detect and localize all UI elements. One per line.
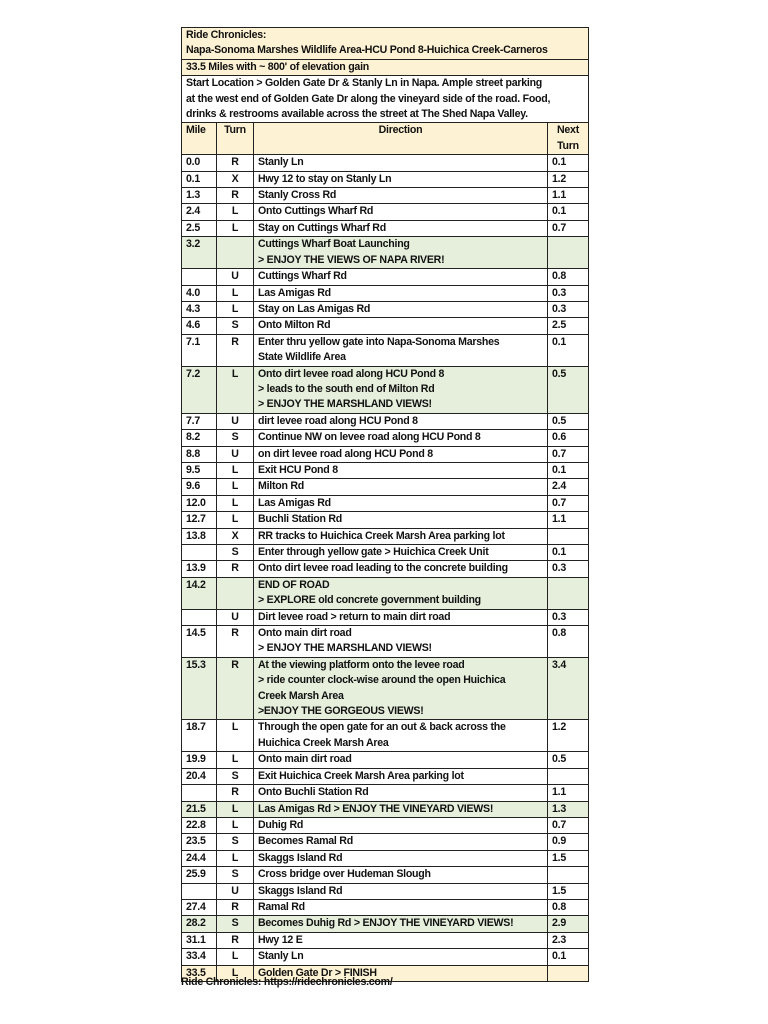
direction-line: Exit Huichica Creek Marsh Area parking lot <box>258 769 464 782</box>
cue-mile: 21.5 <box>182 801 217 817</box>
cue-row <box>182 204 589 220</box>
cue-row <box>182 949 589 965</box>
cue-mile: 2.5 <box>182 220 217 236</box>
cue-row <box>182 834 589 850</box>
cue-direction <box>254 301 548 317</box>
cue-turn: S <box>217 545 254 561</box>
cue-turn: L <box>217 462 254 478</box>
cue-direction <box>254 285 548 301</box>
cue-mile: 13.9 <box>182 561 217 577</box>
cue-direction <box>254 609 548 625</box>
cue-row <box>182 801 589 817</box>
header-row <box>182 123 589 155</box>
cue-row <box>182 609 589 625</box>
cue-direction <box>254 495 548 511</box>
cue-turn <box>217 237 254 269</box>
cue-turn: S <box>217 916 254 932</box>
direction-line: Becomes Ramal Rd <box>258 835 353 848</box>
cue-mile: 14.2 <box>182 577 217 609</box>
direction-line: END OF ROAD <box>258 578 330 591</box>
cue-row <box>182 188 589 204</box>
direction-line: Becomes Duhig Rd > ENJOY THE VINEYARD VIEWS! <box>258 917 514 930</box>
footer-credit: Ride Chronicles: https://ridechronicles.com/ <box>181 976 393 988</box>
cue-direction <box>254 801 548 817</box>
cue-direction <box>254 785 548 801</box>
cue-turn: U <box>217 413 254 429</box>
cue-mile <box>182 609 217 625</box>
cue-mile: 28.2 <box>182 916 217 932</box>
cue-mile: 9.6 <box>182 479 217 495</box>
cue-direction <box>254 561 548 577</box>
start-line: Start Location > Golden Gate Dr & Stanly Ln in Napa. Ample street parking <box>186 77 543 90</box>
cue-direction <box>254 446 548 462</box>
cue-turn: X <box>217 171 254 187</box>
cue-next-turn: 3.4 <box>548 657 589 720</box>
cue-next-turn <box>548 768 589 784</box>
cue-mile: 14.5 <box>182 626 217 658</box>
header-next-line-2: Turn <box>557 139 579 152</box>
cue-next-turn: 0.1 <box>548 334 589 366</box>
cue-turn: L <box>217 204 254 220</box>
cue-next-turn: 0.1 <box>548 545 589 561</box>
title-line-2: Napa-Sonoma Marshes Wildlife Area-HCU Pond 8-Huichica Creek-Carneros <box>186 44 548 57</box>
direction-line: Stanly Ln <box>258 156 304 169</box>
header-turn: Turn <box>217 123 254 155</box>
cue-row <box>182 752 589 768</box>
cue-mile: 8.8 <box>182 446 217 462</box>
cue-turn: L <box>217 220 254 236</box>
cue-direction <box>254 577 548 609</box>
cue-turn: U <box>217 609 254 625</box>
cue-row <box>182 462 589 478</box>
cue-row <box>182 334 589 366</box>
cue-mile: 4.6 <box>182 318 217 334</box>
cue-turn: R <box>217 657 254 720</box>
cue-mile: 18.7 <box>182 720 217 752</box>
cue-row <box>182 720 589 752</box>
cue-row <box>182 301 589 317</box>
direction-line: Onto main dirt road <box>258 753 352 766</box>
sheet-title <box>182 28 589 60</box>
direction-line: RR tracks to Huichica Creek Marsh Area parking lot <box>258 529 505 542</box>
direction-line: >ENJOY THE GORGEOUS VIEWS! <box>258 705 424 718</box>
cue-row <box>182 430 589 446</box>
cue-direction <box>254 204 548 220</box>
cue-next-turn: 0.1 <box>548 949 589 965</box>
cue-mile: 4.0 <box>182 285 217 301</box>
cue-direction <box>254 413 548 429</box>
cue-direction <box>254 479 548 495</box>
cue-row <box>182 657 589 720</box>
cue-direction <box>254 545 548 561</box>
cue-direction <box>254 237 548 269</box>
cue-next-turn: 2.5 <box>548 318 589 334</box>
cue-turn: R <box>217 932 254 948</box>
cue-row <box>182 817 589 833</box>
cue-next-turn: 2.3 <box>548 932 589 948</box>
cue-turn: L <box>217 366 254 413</box>
direction-line: Buchli Station Rd <box>258 513 343 526</box>
cue-next-turn: 1.2 <box>548 171 589 187</box>
direction-line: Onto Cuttings Wharf Rd <box>258 205 374 218</box>
title-line-1: Ride Chronicles: <box>186 29 267 41</box>
direction-line: Las Amigas Rd > ENJOY THE VINEYARD VIEWS! <box>258 802 494 815</box>
cue-next-turn: 0.7 <box>548 495 589 511</box>
cue-mile: 9.5 <box>182 462 217 478</box>
cue-turn: S <box>217 834 254 850</box>
cue-row <box>182 318 589 334</box>
cue-next-turn: 0.8 <box>548 626 589 658</box>
cue-row <box>182 626 589 658</box>
cue-turn: R <box>217 899 254 915</box>
direction-line: Hwy 12 E <box>258 933 303 946</box>
cue-mile: 0.0 <box>182 155 217 171</box>
cue-mile: 24.4 <box>182 850 217 866</box>
cue-row <box>182 561 589 577</box>
direction-line: Huichica Creek Marsh Area <box>258 736 389 749</box>
cue-mile: 4.3 <box>182 301 217 317</box>
cue-direction <box>254 528 548 544</box>
cue-direction <box>254 883 548 899</box>
cue-next-turn: 1.1 <box>548 512 589 528</box>
direction-line: Continue NW on levee road along HCU Pond 8 <box>258 431 481 444</box>
cue-turn: S <box>217 318 254 334</box>
cue-row <box>182 577 589 609</box>
cue-direction <box>254 657 548 720</box>
cue-mile: 7.2 <box>182 366 217 413</box>
cue-next-turn: 0.1 <box>548 155 589 171</box>
cue-next-turn <box>548 965 589 981</box>
cue-direction <box>254 269 548 285</box>
cue-next-turn <box>548 867 589 883</box>
cue-mile: 8.2 <box>182 430 217 446</box>
start-location <box>182 76 589 123</box>
cue-turn: L <box>217 285 254 301</box>
cue-next-turn: 1.1 <box>548 785 589 801</box>
direction-line: Skaggs Island Rd <box>258 851 343 864</box>
cue-mile: 13.8 <box>182 528 217 544</box>
cue-mile: 33.4 <box>182 949 217 965</box>
cue-row <box>182 479 589 495</box>
cue-direction <box>254 366 548 413</box>
cue-next-turn: 0.8 <box>548 269 589 285</box>
direction-line: Through the open gate for an out & back across the <box>258 721 506 734</box>
cue-row <box>182 512 589 528</box>
cue-mile: 25.9 <box>182 867 217 883</box>
cue-row <box>182 883 589 899</box>
cue-turn: X <box>217 528 254 544</box>
header-next-line-1: Next <box>557 124 579 137</box>
direction-line: on dirt levee road along HCU Pond 8 <box>258 447 433 460</box>
cue-turn: S <box>217 867 254 883</box>
direction-line: Onto Milton Rd <box>258 319 331 332</box>
cue-next-turn: 0.6 <box>548 430 589 446</box>
cue-direction <box>254 768 548 784</box>
cue-turn: L <box>217 801 254 817</box>
direction-line: Dirt levee road > return to main dirt road <box>258 610 451 623</box>
cue-direction <box>254 899 548 915</box>
start-line: drinks & restrooms available across the street at The Shed Napa Valley. <box>186 108 528 121</box>
direction-line: At the viewing platform onto the levee road <box>258 658 465 671</box>
cue-row <box>182 155 589 171</box>
cue-next-turn: 1.3 <box>548 801 589 817</box>
cue-mile: 20.4 <box>182 768 217 784</box>
cue-row <box>182 413 589 429</box>
cue-next-turn: 0.5 <box>548 752 589 768</box>
cue-direction <box>254 155 548 171</box>
cue-row <box>182 528 589 544</box>
direction-line: Milton Rd <box>258 480 304 493</box>
cue-next-turn: 0.3 <box>548 285 589 301</box>
header-direction: Direction <box>254 123 548 155</box>
direction-line: Stay on Las Amigas Rd <box>258 302 371 315</box>
direction-line: Golden Gate Dr > FINISH <box>258 966 377 979</box>
cue-row <box>182 932 589 948</box>
cue-mile <box>182 883 217 899</box>
cue-turn: L <box>217 949 254 965</box>
direction-line: Enter thru yellow gate into Napa-Sonoma Marshes <box>258 335 500 348</box>
cue-next-turn <box>548 577 589 609</box>
header-mile: Mile <box>182 123 217 155</box>
cue-turn: R <box>217 785 254 801</box>
cue-mile: 3.2 <box>182 237 217 269</box>
cue-next-turn: 2.4 <box>548 479 589 495</box>
cue-row <box>182 916 589 932</box>
cue-turn: L <box>217 965 254 981</box>
cue-turn: R <box>217 561 254 577</box>
cue-mile: 7.7 <box>182 413 217 429</box>
cue-turn: R <box>217 188 254 204</box>
cue-direction <box>254 850 548 866</box>
direction-line: > leads to the south end of Milton Rd <box>258 382 435 395</box>
direction-line: Creek Marsh Area <box>258 689 344 702</box>
cue-row <box>182 220 589 236</box>
direction-line: Hwy 12 to stay on Stanly Ln <box>258 172 392 185</box>
cue-direction <box>254 318 548 334</box>
cue-next-turn: 0.3 <box>548 561 589 577</box>
cue-direction <box>254 720 548 752</box>
cue-direction <box>254 188 548 204</box>
cue-next-turn: 0.9 <box>548 834 589 850</box>
cue-turn: L <box>217 495 254 511</box>
cue-turn: L <box>217 301 254 317</box>
cue-row <box>182 366 589 413</box>
cue-mile <box>182 269 217 285</box>
direction-line: Duhig Rd <box>258 818 304 831</box>
cue-mile: 31.1 <box>182 932 217 948</box>
cue-row <box>182 867 589 883</box>
cue-sheet <box>181 27 588 982</box>
direction-line: > ENJOY THE VIEWS OF NAPA RIVER! <box>258 253 445 266</box>
direction-line: Ramal Rd <box>258 900 305 913</box>
cue-direction <box>254 430 548 446</box>
direction-line: Cross bridge over Hudeman Slough <box>258 868 431 881</box>
cue-row <box>182 237 589 269</box>
cue-turn <box>217 577 254 609</box>
direction-line: State Wildlife Area <box>258 351 346 364</box>
cue-direction <box>254 334 548 366</box>
direction-line: Las Amigas Rd <box>258 496 331 509</box>
cue-next-turn <box>548 237 589 269</box>
cue-row <box>182 446 589 462</box>
direction-line: Stanly Cross Rd <box>258 189 337 202</box>
cue-next-turn: 0.1 <box>548 462 589 478</box>
direction-line: Onto dirt levee road along HCU Pond 8 <box>258 367 445 380</box>
cue-direction <box>254 817 548 833</box>
cue-turn: U <box>217 446 254 462</box>
cue-mile: 23.5 <box>182 834 217 850</box>
cue-row <box>182 285 589 301</box>
cue-turn: R <box>217 334 254 366</box>
direction-line: > ENJOY THE MARSHLAND VIEWS! <box>258 398 432 411</box>
cue-turn: S <box>217 430 254 446</box>
cue-next-turn: 0.8 <box>548 899 589 915</box>
cue-direction <box>254 462 548 478</box>
cue-row <box>182 785 589 801</box>
start-line: at the west end of Golden Gate Dr along the vineyard side of the road. Food, <box>186 92 551 105</box>
cue-next-turn: 0.7 <box>548 446 589 462</box>
direction-line: Las Amigas Rd <box>258 286 331 299</box>
cue-row <box>182 269 589 285</box>
cue-mile <box>182 785 217 801</box>
cue-mile: 7.1 <box>182 334 217 366</box>
cue-row <box>182 850 589 866</box>
cue-turn: L <box>217 850 254 866</box>
cue-next-turn: 1.5 <box>548 883 589 899</box>
direction-line: Stanly Ln <box>258 950 304 963</box>
cue-direction <box>254 949 548 965</box>
cue-direction <box>254 752 548 768</box>
cue-turn: U <box>217 883 254 899</box>
cue-direction <box>254 867 548 883</box>
cue-turn: L <box>217 752 254 768</box>
cue-mile: 27.4 <box>182 899 217 915</box>
cue-direction <box>254 932 548 948</box>
cue-turn: S <box>217 768 254 784</box>
cue-direction <box>254 171 548 187</box>
cue-turn: R <box>217 155 254 171</box>
cue-next-turn: 0.5 <box>548 366 589 413</box>
cue-mile: 0.1 <box>182 171 217 187</box>
direction-line: Enter through yellow gate > Huichica Creek Unit <box>258 546 489 558</box>
cue-mile: 19.9 <box>182 752 217 768</box>
direction-line: Skaggs Island Rd <box>258 884 343 897</box>
cue-mile: 2.4 <box>182 204 217 220</box>
cue-next-turn: 1.5 <box>548 850 589 866</box>
cue-next-turn: 0.3 <box>548 301 589 317</box>
cue-next-turn: 0.5 <box>548 413 589 429</box>
direction-line: Onto main dirt road <box>258 627 352 640</box>
cue-mile: 1.3 <box>182 188 217 204</box>
direction-line: > ENJOY THE MARSHLAND VIEWS! <box>258 642 432 655</box>
direction-line: > EXPLORE old concrete government building <box>258 594 481 607</box>
cue-next-turn: 2.9 <box>548 916 589 932</box>
direction-line: Onto dirt levee road leading to the concrete building <box>258 562 508 575</box>
cue-row <box>182 495 589 511</box>
cue-direction <box>254 916 548 932</box>
cue-turn: R <box>217 626 254 658</box>
direction-line: Cuttings Wharf Boat Launching <box>258 238 410 251</box>
cue-mile: 22.8 <box>182 817 217 833</box>
cue-mile <box>182 545 217 561</box>
cue-direction <box>254 512 548 528</box>
cue-mile: 12.7 <box>182 512 217 528</box>
cue-turn: L <box>217 720 254 752</box>
ride-summary: 33.5 Miles with ~ 800' of elevation gain <box>182 59 589 75</box>
cue-turn: L <box>217 512 254 528</box>
direction-line: dirt levee road along HCU Pond 8 <box>258 414 418 427</box>
cue-mile: 12.0 <box>182 495 217 511</box>
cue-next-turn: 0.3 <box>548 609 589 625</box>
direction-line: Stay on Cuttings Wharf Rd <box>258 221 386 234</box>
cue-direction <box>254 626 548 658</box>
cue-row <box>182 899 589 915</box>
cue-direction <box>254 834 548 850</box>
direction-line: Exit HCU Pond 8 <box>258 463 338 476</box>
cue-next-turn: 1.2 <box>548 720 589 752</box>
direction-line: Onto Buchli Station Rd <box>258 786 369 799</box>
cue-row <box>182 171 589 187</box>
cue-row <box>182 768 589 784</box>
cue-turn: L <box>217 817 254 833</box>
cue-table <box>181 27 589 982</box>
direction-line: Cuttings Wharf Rd <box>258 270 347 283</box>
cue-mile: 15.3 <box>182 657 217 720</box>
cue-row <box>182 545 589 561</box>
cue-mile: 33.5 <box>182 965 217 981</box>
cue-next-turn: 0.7 <box>548 220 589 236</box>
direction-line: > ride counter clock-wise around the open Huichica <box>258 674 506 687</box>
cue-direction <box>254 220 548 236</box>
header-next-turn <box>548 123 589 155</box>
cue-turn: L <box>217 479 254 495</box>
cue-next-turn: 1.1 <box>548 188 589 204</box>
cue-next-turn: 0.7 <box>548 817 589 833</box>
cue-turn: U <box>217 269 254 285</box>
cue-next-turn <box>548 528 589 544</box>
cue-next-turn: 0.1 <box>548 204 589 220</box>
